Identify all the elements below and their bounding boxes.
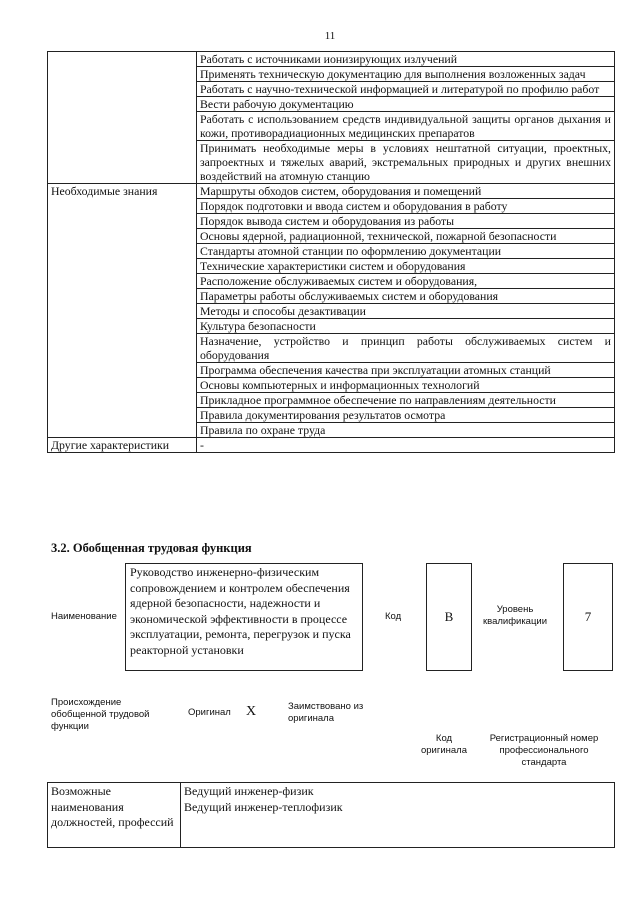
skill-item: Работать с источниками ионизирующих излучений: [197, 52, 615, 67]
borrowed-label: Заимствовано из оригинала: [288, 701, 364, 724]
knowledge-item: Технические характеристики систем и оборудования: [197, 259, 615, 274]
continued-label-cell: [48, 52, 197, 184]
knowledge-item: Маршруты обходов систем, оборудования и помещений: [197, 184, 615, 199]
knowledge-item: Назначение, устройство и принцип работы обслуживаемых систем и оборудования: [197, 334, 615, 363]
skill-item: Работать с научно-технической информацией и литературой по профилю работ: [197, 82, 615, 97]
position-item: Ведущий инженер-теплофизик: [184, 799, 343, 814]
qualification-level-label: Уровень квалификации: [482, 604, 548, 627]
qualification-level-value: 7: [584, 609, 592, 624]
code-value-box: [426, 563, 472, 671]
positions-label: Возможные наименования должностей, профессий: [48, 783, 181, 848]
other-characteristics-value: -: [197, 438, 615, 453]
knowledge-item: Порядок вывода систем и оборудования из работы: [197, 214, 615, 229]
positions-table: [47, 782, 615, 848]
section-title: 3.2. Обобщенная трудовая функция: [51, 541, 252, 555]
other-characteristics-label: Другие характеристики: [48, 438, 197, 453]
knowledge-item: Порядок подготовки и ввода систем и оборудования в работу: [197, 199, 615, 214]
original-checkmark: X: [246, 704, 257, 719]
function-name-box: Руководство инженерно-физическим сопровождением и контролем обеспечения ядерной безопасности, надежности и экономической эффективности в процессе эксплуатации, ремонта, перегрузок и пуска реакторной установки: [125, 563, 363, 671]
knowledge-item: Правила документирования результатов осмотра: [197, 408, 615, 423]
origin-label: Происхождение обобщенной трудовой функции: [51, 697, 150, 732]
qualification-level-box: [563, 563, 613, 671]
knowledge-item: Основы компьютерных и информационных технологий: [197, 378, 615, 393]
knowledge-item: Основы ядерной, радиационной, технической, пожарной безопасности: [197, 229, 615, 244]
knowledge-item: Прикладное программное обеспечение по направлениям деятельности: [197, 393, 615, 408]
knowledge-item: Культура безопасности: [197, 319, 615, 334]
code-label: Код: [385, 611, 402, 622]
name-label: Наименование: [51, 611, 117, 622]
knowledge-item: Параметры работы обслуживаемых систем и оборудования: [197, 289, 615, 304]
page-number: 11: [324, 30, 336, 42]
skills-knowledge-table: [47, 51, 615, 453]
knowledge-label: Необходимые знания: [48, 184, 197, 438]
skill-item: Применять техническую документацию для выполнения возложенных задач: [197, 67, 615, 82]
skill-item: Принимать необходимые меры в условиях нештатной ситуации, проектных, запроектных и тяжелых аварий, экстремальных природных и других внешних воздействий на атомную станцию: [197, 141, 615, 184]
original-code-label: Код оригинала: [420, 733, 467, 756]
skill-item: Работать с использованием средств индивидуальной защиты органов дыхания и кожи, противорадиационных медицинских препаратов: [197, 112, 615, 141]
original-label: Оригинал: [188, 707, 231, 718]
positions-list: [181, 783, 615, 848]
skill-item: Вести рабочую документацию: [197, 97, 615, 112]
knowledge-item: Программа обеспечения качества при эксплуатации атомных станций: [197, 363, 615, 378]
code-value: B: [444, 609, 454, 624]
knowledge-item: Стандарты атомной станции по оформлению документации: [197, 244, 615, 259]
knowledge-item: Методы и способы дезактивации: [197, 304, 615, 319]
knowledge-item: Расположение обслуживаемых систем и оборудования,: [197, 274, 615, 289]
position-item: Ведущий инженер-физик: [184, 784, 314, 798]
registration-number-label: Регистрационный номер профессионального стандарта: [489, 733, 599, 768]
knowledge-item: Правила по охране труда: [197, 423, 615, 438]
